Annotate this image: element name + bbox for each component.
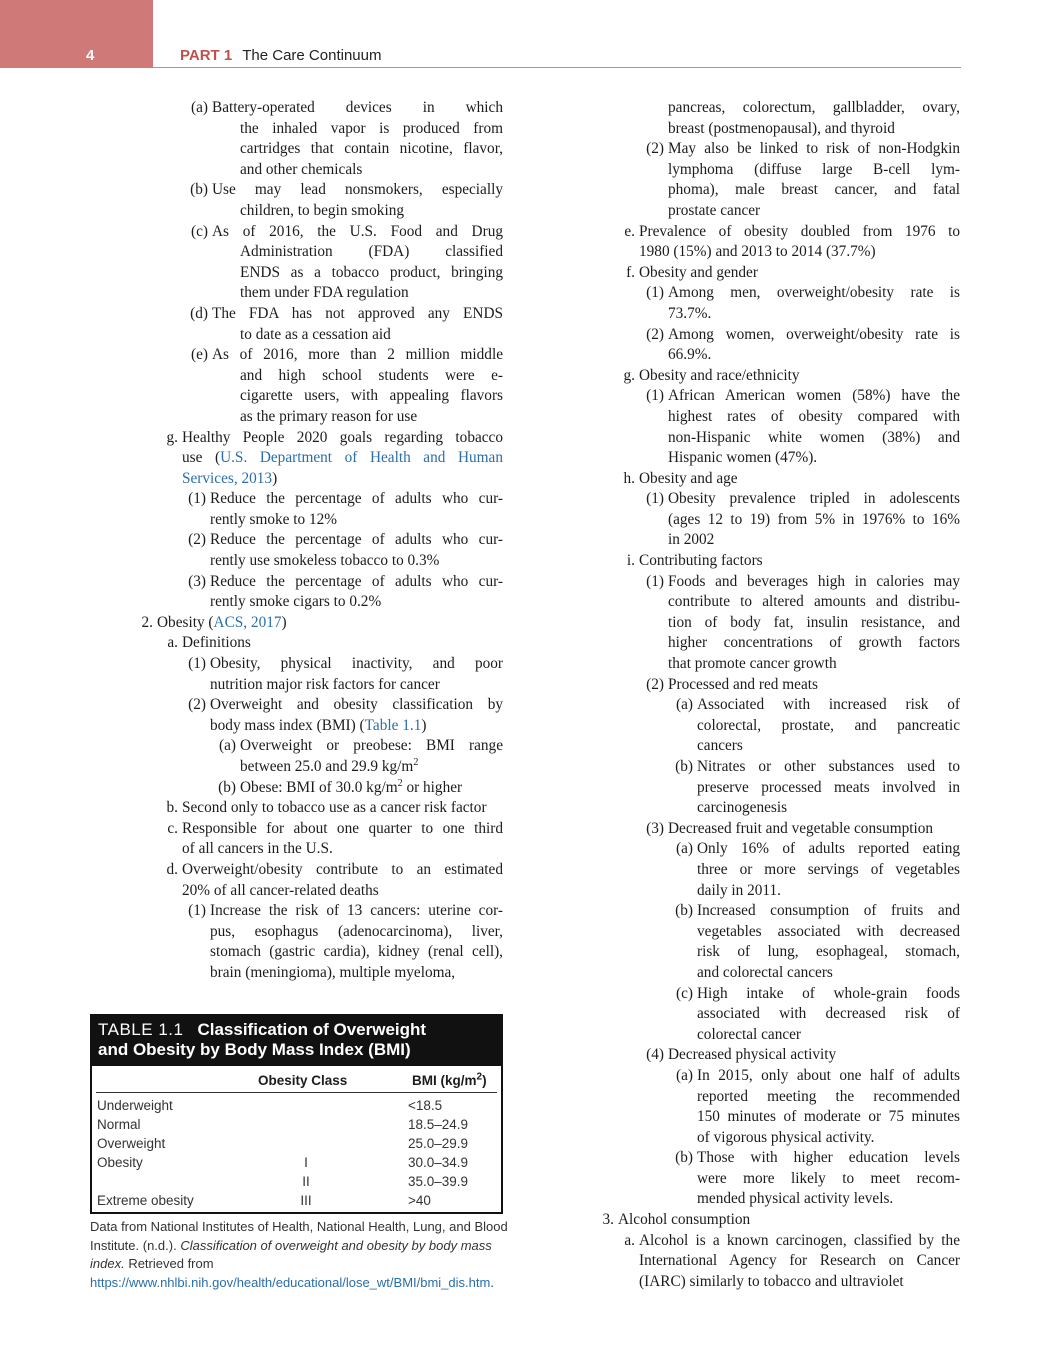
text-line: nutrition major risk factors for cancer — [210, 675, 440, 693]
table-row — [92, 1174, 501, 1193]
item-label: (1) — [188, 902, 206, 920]
text-line: tion of body fat, insulin resistance, and — [668, 613, 960, 631]
left-column — [132, 98, 503, 984]
text-line: f. Obesity and gender — [594, 263, 960, 284]
text-line: (2) Among women, overweight/obesity rate is — [594, 325, 960, 346]
text-line: (ages 12 to 19) from 5% in 1976% to 16% — [668, 510, 960, 528]
text-line: three or more servings of vegetables — [697, 860, 960, 878]
item-label: b. — [166, 799, 178, 817]
item-label: 3. — [602, 1211, 614, 1229]
item-label: (3) — [188, 572, 206, 590]
text-line: and high school students were e- — [240, 366, 503, 384]
text-line: (3) Decreased fruit and vegetable consumption — [594, 819, 960, 840]
text-line: children, to begin smoking — [240, 201, 404, 219]
text-line: stomach (gastric cardia), kidney (renal cell), — [210, 943, 503, 961]
item-label: g. — [166, 428, 178, 446]
text-line: rently use smokeless tobacco to 0.3% — [210, 552, 440, 570]
citation-link[interactable]: Table 1.1 — [364, 716, 422, 734]
item-label: (a) — [676, 696, 693, 714]
text-line: g. Obesity and race/ethnicity — [594, 366, 960, 387]
item-label: (1) — [646, 284, 664, 302]
table-row — [92, 1193, 501, 1212]
column-header-bmi: BMI $(kg/m^2)$ — [412, 1071, 487, 1088]
page-number: 4 — [86, 47, 95, 64]
text-line: (b) Increased consumption of fruits and — [594, 901, 960, 922]
text-line: (b) Obese: BMI of 30.0 $kg/m^2$ or higher — [132, 778, 503, 799]
text-line: brain (meningioma), multiple myeloma, — [210, 963, 456, 981]
row-label: Normal — [97, 1117, 141, 1132]
table-row — [92, 1098, 501, 1117]
right-column — [594, 98, 960, 1292]
text-line: a. Alcohol is a known carcinogen, classified by the — [594, 1231, 960, 1252]
item-label: (2) — [188, 696, 206, 714]
text-line: rently smoke to 12% — [210, 510, 338, 528]
item-label: (d) — [190, 304, 208, 322]
text-line: 150 minutes of moderate or 75 minutes — [697, 1108, 960, 1126]
text-line: 3. Alcohol consumption — [594, 1210, 960, 1231]
text-line: as the primary reason for use — [240, 407, 418, 425]
text-line: (a) Overweight or preobese: BMI range — [132, 736, 503, 757]
text-line: i. Contributing factors — [594, 551, 960, 572]
item-label: (a) — [676, 840, 693, 858]
table-row — [92, 1117, 501, 1136]
text-line: associated with decreased risk of — [697, 1005, 960, 1023]
column-header-obesity-class: Obesity Class — [258, 1073, 348, 1088]
text-line: (1) Reduce the percentage of adults who cur- — [132, 489, 503, 510]
text-line: vegetables associated with decreased — [697, 922, 960, 940]
text-line: a. Definitions — [132, 633, 503, 654]
row-bmi: 18.5–24.9 — [408, 1117, 469, 1132]
page-number-block — [0, 0, 153, 68]
text-line: colorectal, prostate, and pancreatic — [697, 716, 960, 734]
text-line: (2) May also be linked to risk of non-Hodgkin — [594, 139, 960, 160]
item-label: g. — [623, 366, 635, 384]
row-label: Overweight — [97, 1136, 166, 1151]
item-label: (1) — [646, 387, 664, 405]
row-label: Obesity — [97, 1155, 143, 1170]
text-line: cancers — [697, 737, 743, 755]
text-line: breast (postmenopausal), and thyroid — [668, 119, 895, 137]
row-label: Extreme obesity — [97, 1193, 194, 1208]
row-bmi: <18.5 — [408, 1098, 443, 1113]
text-line: of vigorous physical activity. — [697, 1128, 875, 1146]
text-line: g. Healthy People 2020 goals regarding tobacco — [132, 428, 503, 449]
item-label: f. — [626, 263, 635, 281]
text-line: Administration (FDA) classified — [240, 243, 503, 261]
item-label: (a) — [219, 737, 236, 755]
text-line: cartridges that contain nicotine, flavor, — [240, 140, 503, 158]
text-line: mended physical activity levels. — [697, 1190, 894, 1208]
item-label: (b) — [675, 1149, 693, 1167]
item-label: (1) — [646, 490, 664, 508]
table-title-line2: and Obesity by Body Mass Index (BMI) — [98, 1040, 411, 1059]
text-line: (c) As of 2016, the U.S. Food and Drug — [132, 222, 503, 243]
text-line: (2) Processed and red meats — [594, 675, 960, 696]
item-label: 2. — [141, 613, 153, 631]
text-line: to date as a cessation aid — [240, 325, 391, 343]
text-line: of all cancers in the U.S. — [182, 840, 333, 858]
text-line: b. Second only to tobacco use as a cancer risk factor — [132, 798, 503, 819]
text-line: lymphoma (diffuse large B-cell lym- — [668, 160, 960, 178]
text-line: pancreas, colorectum, gallbladder, ovary, — [668, 99, 960, 116]
text-line: (a) In 2015, only about one half of adults — [594, 1066, 960, 1087]
table-number: TABLE 1.1 — [98, 1020, 184, 1039]
text-line: higher concentrations of growth factors — [668, 634, 960, 652]
item-label: h. — [623, 469, 635, 487]
item-label: e. — [624, 222, 635, 240]
item-label: d. — [166, 860, 178, 878]
item-label: (b) — [218, 778, 236, 796]
text-line: phoma), male breast cancer, and fatal — [668, 181, 960, 199]
chapter-title: The Care Continuum — [242, 47, 382, 64]
source-url-link[interactable]: https://www.nhlbi.nih.gov/health/educational/lose_wt/BMI/bmi_dis.htm — [90, 1274, 491, 1290]
item-label: (2) — [646, 325, 664, 343]
row-obesity-class: III — [300, 1193, 312, 1208]
item-label: (b) — [675, 902, 693, 920]
text-line: colorectal cancer — [697, 1025, 802, 1043]
source-title: Classification of overweight and obesity by body mass index. — [90, 1237, 492, 1271]
text-line: pus, esophagus (adenocarcinoma), liver, — [210, 922, 503, 940]
text-line: and colorectal cancers — [697, 963, 833, 981]
row-obesity-class: I — [304, 1155, 308, 1170]
text-line: non-Hispanic white women (38%) and — [668, 428, 960, 446]
running-header — [180, 47, 381, 64]
text-line: (1) Increase the risk of 13 cancers: uterine cor- — [132, 901, 503, 922]
item-label: (e) — [191, 346, 208, 364]
item-label: (1) — [188, 655, 206, 673]
text-line: in 2002 — [668, 531, 715, 549]
item-label: (4) — [646, 1046, 664, 1064]
item-label: (1) — [646, 572, 664, 590]
text-line: (1) Foods and beverages high in calories may — [594, 572, 960, 593]
text-line: (b) Use may lead nonsmokers, especially — [132, 180, 503, 201]
row-obesity-class: II — [302, 1174, 310, 1189]
text-line: e. Prevalence of obesity doubled from 1976 to — [594, 222, 960, 243]
citation-link[interactable]: ACS, 2017 — [213, 613, 282, 631]
item-label: (3) — [646, 819, 664, 837]
row-bmi: 35.0–39.9 — [408, 1174, 469, 1189]
table-row — [92, 1136, 501, 1155]
table-header — [92, 1016, 501, 1066]
text-line: Services, 2013) — [182, 469, 278, 487]
text-line: rently smoke cigars to 0.2% — [210, 593, 382, 611]
text-line: contribute to altered amounts and distribu- — [668, 593, 960, 611]
text-line: (1) Obesity prevalence tripled in adolescents — [594, 489, 960, 510]
text-line: (b) Those with higher education levels — [594, 1148, 960, 1169]
text-line: Hispanic women (47%). — [668, 449, 818, 467]
item-label: (2) — [646, 140, 664, 158]
text-line: (2) Reduce the percentage of adults who cur- — [132, 530, 503, 551]
part-label: PART 1 — [180, 47, 233, 64]
text-line: (d) The FDA has not approved any ENDS — [132, 304, 503, 325]
text-line: cigarette users, with appealing flavors — [240, 387, 503, 405]
row-label: Underweight — [97, 1098, 173, 1113]
text-line: 1980 (15%) and 2013 to 2014 (37.7%) — [639, 243, 876, 261]
text-line: 20% of all cancer-related deaths — [182, 881, 379, 899]
row-bmi: >40 — [408, 1193, 431, 1208]
text-line: (4) Decreased physical activity — [594, 1045, 960, 1066]
item-label: (a) — [676, 1066, 693, 1084]
text-line: the inhaled vapor is produced from — [240, 119, 503, 137]
item-label: (c) — [191, 222, 208, 240]
text-line: them under FDA regulation — [240, 284, 409, 302]
text-line: preserve processed meats involved in — [697, 778, 960, 796]
text-line: (b) Nitrates or other substances used to — [594, 757, 960, 778]
table-row — [92, 1155, 501, 1174]
text-line: reported meeting the recommended — [697, 1087, 960, 1105]
item-label: (b) — [675, 758, 693, 775]
text-line: carcinogenesis — [697, 799, 788, 817]
table-rule — [96, 1092, 497, 1093]
citation-link[interactable]: U.S. Department of Health and Human — [220, 449, 503, 467]
row-bmi: 25.0–29.9 — [408, 1136, 469, 1151]
text-line: use (U.S. Department of Health and Human — [182, 449, 503, 467]
text-line: risk of lung, esophageal, stomach, — [697, 943, 960, 961]
text-line: International Agency for Research on Cancer — [639, 1252, 960, 1270]
text-line: (e) As of 2016, more than 2 million middle — [132, 345, 503, 366]
text-line: (3) Reduce the percentage of adults who cur- — [132, 572, 503, 593]
item-label: c. — [167, 819, 178, 837]
table-title-line1: Classification of Overweight — [197, 1020, 427, 1039]
text-line: c. Responsible for about one quarter to one third — [132, 819, 503, 840]
text-line: between 25.0 and 29.9 $kg/m^2$ — [240, 756, 419, 775]
item-label: (c) — [676, 984, 693, 1002]
row-bmi: 30.0–34.9 — [408, 1155, 469, 1170]
text-line: (a) Battery-operated devices in which — [132, 98, 503, 119]
item-label: i. — [626, 552, 635, 570]
item-label: (2) — [188, 531, 206, 549]
text-line: were more likely to meet recom- — [697, 1169, 960, 1187]
text-line: h. Obesity and age — [594, 469, 960, 490]
item-label: a. — [167, 634, 178, 652]
table-source-caption: Data from National Institutes of Health, National Health, Lung, and Blood Institute. (n.d.). Classification of overweight and obesity by body mass index. Retrieved from https://www.nhlbi.nih.gov/health/educational/lose_wt/BMI/bmi_dis.htm. — [90, 1219, 508, 1290]
text-line: body mass index (BMI) (Table 1.1) — [210, 716, 427, 734]
text-line: highest rates of obesity compared with — [668, 407, 960, 425]
citation-link[interactable]: Services, 2013 — [182, 469, 273, 487]
bmi-table — [90, 1014, 503, 1214]
text-line: d. Overweight/obesity contribute to an estimated — [132, 860, 503, 881]
item-label: (2) — [646, 675, 664, 693]
text-line: and other chemicals — [240, 160, 363, 178]
text-line: 2. Obesity (ACS, 2017) — [132, 613, 503, 634]
text-line: (2) Overweight and obesity classification by — [132, 695, 503, 716]
item-label: (1) — [188, 490, 206, 508]
text-line: (IARC) similarly to tobacco and ultraviolet — [639, 1272, 904, 1290]
text-line: daily in 2011. — [697, 881, 781, 899]
text-line: 73.7%. — [668, 304, 712, 322]
text-line: 66.9%. — [668, 346, 712, 364]
item-label: a. — [624, 1231, 635, 1249]
text-line: (a) Only 16% of adults reported eating — [594, 839, 960, 860]
text-line: (1) Among men, overweight/obesity rate is — [594, 283, 960, 304]
text-line: ENDS as a tobacco product, bringing — [240, 263, 503, 281]
text-line: (1) Obesity, physical inactivity, and poor — [132, 654, 503, 675]
text-line: prostate cancer — [668, 201, 761, 219]
item-label: (b) — [190, 181, 208, 199]
item-label: (a) — [191, 99, 208, 116]
text-line: (1) African American women (58%) have the — [594, 386, 960, 407]
text-line: that promote cancer growth — [668, 655, 837, 673]
text-line: (a) Associated with increased risk of — [594, 695, 960, 716]
text-line: (c) High intake of whole-grain foods — [594, 984, 960, 1005]
header-rule — [153, 67, 961, 68]
